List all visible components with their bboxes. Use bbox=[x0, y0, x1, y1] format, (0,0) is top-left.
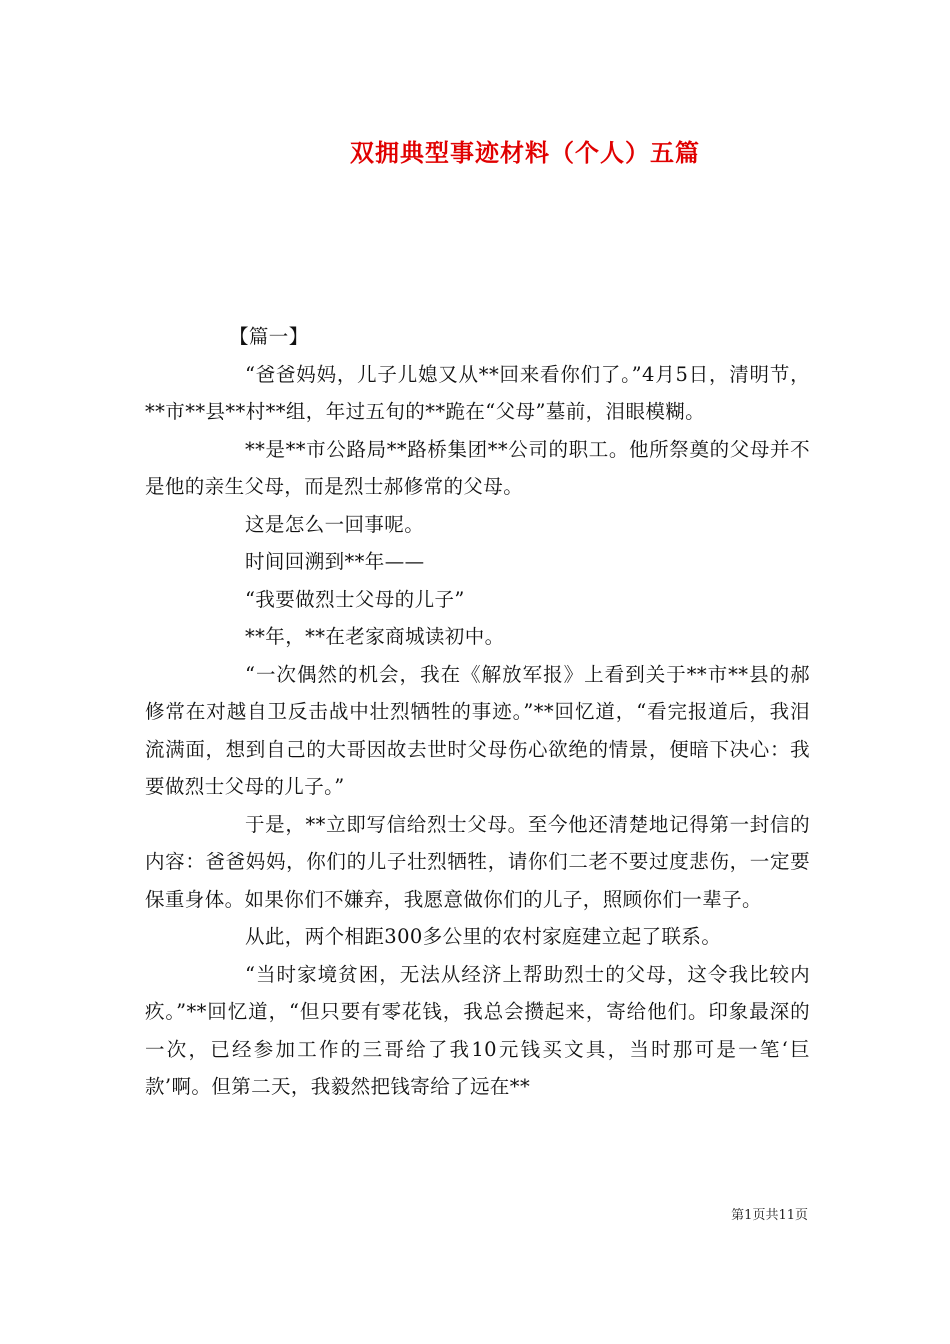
paragraph: **年，**在老家商城读初中。 bbox=[245, 625, 505, 648]
document-title: 双拥典型事迹材料（个人）五篇 bbox=[350, 138, 700, 167]
paragraph: “爸爸妈妈，儿子儿媳又从**回来看你们了。”4月5日，清明节，**市**县**村**组，年过五旬的**跪在“父母”墓前，泪眼模糊。 bbox=[145, 362, 810, 423]
paragraph: “一次偶然的机会，我在《解放军报》上看到关于**市**县的郝修常在对越自卫反击战中壮烈牺牲的事迹。”**回忆道，“看完报道后，我泪流满面，想到自己的大哥因故去世时父母伤心欲绝的情景，便暗下决心：我要做烈士父母的儿子。” bbox=[145, 662, 810, 798]
paragraph: **是**市公路局**路桥集团**公司的职工。他所祭奠的父母并不是他的亲生父母，而是烈士郝修常的父母。 bbox=[145, 437, 810, 498]
paragraph: 从此，两个相距300多公里的农村家庭建立起了联系。 bbox=[245, 925, 722, 948]
paragraph: “我要做烈士父母的儿子” bbox=[245, 587, 465, 611]
paragraph: 于是，**立即写信给烈士父母。至今他还清楚地记得第一封信的内容：爸爸妈妈，你们的儿子壮烈牺牲，请你们二老不要过度悲伤，一定要保重身体。如果你们不嫌弃，我愿意做你们的儿子，照顾你们一辈子。 bbox=[145, 812, 810, 911]
paragraph: 这是怎么一回事呢。 bbox=[245, 512, 425, 536]
paragraph: 时间回溯到**年—— bbox=[245, 550, 425, 573]
page-number-footer: 第1页共11页 bbox=[731, 1208, 808, 1223]
section-heading: 【篇一】 bbox=[229, 325, 309, 348]
paragraph: “当时家境贫困，无法从经济上帮助烈士的父母，这令我比较内疚。”**回忆道，“但只要有零花钱，我总会攒起来，寄给他们。印象最深的一次，已经参加工作的三哥给了我10元钱买文具，当时那可是一笔‘巨款’啊。但第二天，我毅然把钱寄给了远在** bbox=[145, 962, 810, 1098]
document-body bbox=[145, 318, 810, 1106]
